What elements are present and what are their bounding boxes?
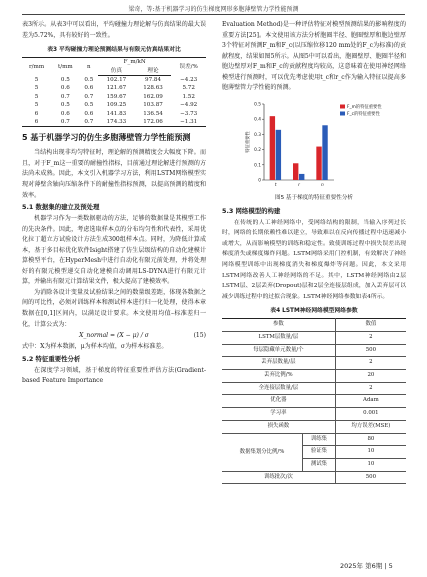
table3-cell: 162.09 <box>143 93 163 100</box>
x-tick-label: n <box>320 182 324 188</box>
table4-row <box>222 344 406 357</box>
table3-cell: 174.33 <box>98 118 135 127</box>
table3-cell: 5 <box>34 102 39 109</box>
equation-body: X_normal = (X − μ) / σ <box>79 332 149 340</box>
table3-head-fm: F_m/kN <box>98 58 171 67</box>
table3-cell: 5 <box>34 85 39 92</box>
table3-cell: 97.84 <box>145 76 162 83</box>
table3-cell: −1.31 <box>171 118 206 127</box>
table3-cell: 128.63 <box>143 85 163 92</box>
figure5-caption: 图5 基于梯度的特征重要性分析 <box>274 194 354 201</box>
table4-group-label: 数据集划分比例/% <box>222 433 303 471</box>
table4-value-cell: 80 <box>335 433 406 446</box>
figure5-chart <box>222 94 406 192</box>
legend-label: F_c的特征重要性 <box>347 111 380 117</box>
paragraph-53: 在传统的人工神经网络中，受网络结构的限制，当输入序列过长时，网络的长期依赖性难以建立，导致难以在反向传播过程中迅速减小或增大，从而影响模型的训练和稳定性。致使训练过程中损失误差出现梯度消失或梯度爆炸问题。LSTM网络采用门控机制，有效解决了神经网络模型训练中出现梯度消失和梯度爆炸等问题。因此，本文采用LSTM网络改善人工神经网络的不足。其中，LSTM神经网络由2层LSTM层、2层丢弃(Dropout)层和2层全连接层组成，加入丢弃层可以减少训练过程中的过拟合现象。LSTM神经网络参数如表4所示。 <box>222 219 406 300</box>
right-column <box>222 20 406 484</box>
legend-swatch <box>340 111 345 115</box>
running-header: 梁奇，等:基于机器学习的仿生梯度网形多胞薄壁管力学性能预测 <box>128 6 299 13</box>
y-axis-label: 特征重要性 <box>246 131 251 153</box>
table3-cell: 121.67 <box>106 85 127 92</box>
table3-cell: 103.87 <box>143 102 163 109</box>
bar-F_m的特征重要性 <box>270 116 275 180</box>
table3-head-r: r/mm <box>22 58 51 76</box>
paragraph-51b: 为消除各设计变量及试验结果之间的数量级差距，体现各数据之间的可比性，必须对训练样本和测试样本进行归一化处理，使得本章数据在[0,1]区间内，以满足设计要求。本文使用均值–标准差归一化，计算公式为： <box>22 288 206 328</box>
table4-param-cell: 每层隐藏单元数量/个 <box>222 344 335 357</box>
table4-param-cell: 丢弃层数量/层 <box>222 357 335 370</box>
table3-cell: 0.6 <box>60 85 70 92</box>
table4-row <box>222 357 406 370</box>
table4-row <box>222 370 406 383</box>
table3-cell: 0.6 <box>60 110 70 117</box>
table3-cell: −4.92 <box>180 102 198 109</box>
table3-cell: 136.54 <box>143 110 163 117</box>
table3-row <box>22 93 206 101</box>
table3-cell: 102.17 <box>106 76 127 83</box>
table3-body <box>22 75 206 126</box>
subsection52-title: 5.2 特征重要性分析 <box>22 354 81 363</box>
table4-param-cell: 训练集 <box>303 433 336 446</box>
equation-15 <box>22 330 206 342</box>
table4-param-cell: 丢弃比例/% <box>222 370 335 383</box>
table3-cell: 0.7 <box>51 118 79 127</box>
table4-param-cell: 优化器 <box>222 395 335 408</box>
table3-cell: 0.7 <box>60 93 70 100</box>
table4-row <box>222 420 406 433</box>
table4-value-cell: 500 <box>335 344 406 357</box>
table3-row <box>22 110 206 118</box>
table3-cell: 159.67 <box>106 93 127 100</box>
table3-cell: 172.06 <box>135 118 172 127</box>
table3-cell: 0.6 <box>84 110 94 117</box>
table3-cell: 0.7 <box>80 118 99 127</box>
table3-head-n: n <box>80 58 99 76</box>
table3-row <box>22 84 206 92</box>
table3-cell: 0.7 <box>84 93 94 100</box>
header-rule <box>22 14 405 15</box>
table3-row <box>22 118 206 127</box>
table4-param-cell: LSTM层数量/层 <box>222 331 335 344</box>
table4-row <box>222 471 406 484</box>
table3-cell: 0.5 <box>84 102 94 109</box>
table4-head-value: 数值 <box>335 319 406 332</box>
table3-cell: 109.25 <box>106 102 127 109</box>
table4-param-cell: 测试集 <box>303 458 336 471</box>
table3-cell: 6 <box>22 118 51 127</box>
paragraph-51c: 式中：X为样本数据，μ为样本均值，σ为样本标准差。 <box>22 343 168 351</box>
table3-cell: 5.72 <box>182 85 195 92</box>
paragraph-51a: 机器学习作为一类数据驱动的方法，足够的数据量是其模型工作的先决条件。因此，考虑选取样本点的分布均匀性和代表性，采用优化拉丁超立方试验设计方法生成300组样本点。同时，为降低计算成本，基于多目标优化软件Isight搭建了仿生层级结构的自动化建模计算模型平台，在HyperMesh中进行自动化有限元前处理，并将处理好的有限元模型递交自动化建模自动调用LS-DYNA进行有限元计算，并输出有限元计算结果文件，极大提高了建模效率。 <box>22 215 206 286</box>
table3-head-t: t/mm <box>51 58 79 76</box>
table3-caption: 表3 平均碰撞力理论预测结果与有限元仿真结果对比 <box>47 47 181 54</box>
table4-value-cell: 10 <box>335 446 406 459</box>
legend-swatch <box>340 104 345 108</box>
table3-cell: 0.5 <box>60 76 70 83</box>
table3-cell: 0.5 <box>60 102 70 109</box>
table4-value-cell: 10 <box>335 458 406 471</box>
equation-number: (15) <box>193 332 206 340</box>
table4-caption: 表4 LSTM神经网络模型网络参数 <box>270 308 358 315</box>
page-footer: 2025年 第6期 | 5 <box>340 562 393 570</box>
left-column <box>22 20 206 387</box>
table4-value-cell: 20 <box>335 370 406 383</box>
table4-value-cell: 500 <box>335 471 406 484</box>
y-tick-label: 0.3 <box>254 132 261 138</box>
table4-param-cell: 学习率 <box>222 408 335 421</box>
bar-F_c的特征重要性 <box>299 174 304 180</box>
table4-value-cell: 2 <box>335 382 406 395</box>
y-tick-label: 0.5 <box>254 102 261 108</box>
table3-cell: 1.52 <box>182 93 195 100</box>
table3-cell: −4.23 <box>180 76 198 83</box>
table4-row <box>222 382 406 395</box>
table4-row <box>222 433 406 446</box>
subsection51-title: 5.1 数据集的建立及预处理 <box>22 203 100 212</box>
bar-F_c的特征重要性 <box>276 130 281 180</box>
paragraph-sec5: 当结构出现非均匀特征时，理论解的预测精度会大幅度下降。而且，对于F_m这一重要的耐撞性指标，目前通过理论解进行预测的方法尚未成熟。因此，本文引入机器学习方法，利用LSTM网络模型实现对薄壁含轴向压缩条件下的耐撞性指标预测，以提高预测的精度和效率。 <box>22 149 206 199</box>
table4-param-cell: 全连接层数量/层 <box>222 382 335 395</box>
table4-row <box>222 331 406 344</box>
paragraph-52: 在深度学习领域，基于梯度的特征重要性评估方法(Gradient-based Feature Importance <box>22 366 206 385</box>
table4-param-cell: 损失函数 <box>222 420 335 433</box>
y-tick-label: 0.4 <box>254 117 261 123</box>
x-tick-label: t <box>274 182 277 188</box>
paragraph-right-top: Evaluation Method)是一种评估特征对模型预测结果的影响程度的重要方法[25]。本文使用该方法分析胞圈半径、胞圈壁厚和胞边壁厚3个特征对预测F_m和F_c(以压缩位移120 mm处的F_c为标准)的贡献程度，结果如图5所示。从图5中可以看出，胞圈壁厚、胞圈半径和胞边壁厚对F_m和F_c的贡献程度均较高，这意味着在使用神经网络模型进行预测时，可以优先考虑使用t_c和r_c作为输入特征以提高多胞薄壁管力学性能的预测。 <box>222 21 406 92</box>
table4-param-cell: 验证集 <box>303 446 336 459</box>
table3-cell: 5 <box>34 76 39 83</box>
table3-head-sim: 仿真 <box>98 67 135 76</box>
table4-value-cell: 0.001 <box>335 408 406 421</box>
table4-value-cell: 均方误差(MSE) <box>335 420 406 433</box>
y-tick-label: 0 <box>258 178 261 184</box>
table4 <box>222 318 406 484</box>
table4-value-cell: 2 <box>335 357 406 370</box>
table3-head-err: 误差/% <box>171 58 206 76</box>
paragraph-intro: 表3所示。从表3中可以看出，平均碰撞力理论解与仿真结果的最大误差为5.72%，具有较好的一致性。 <box>22 21 206 39</box>
table3-cell: 0.5 <box>84 76 94 83</box>
table3-cell: 6 <box>34 110 39 117</box>
table4-value-cell: Adam <box>335 395 406 408</box>
x-tick-label: r <box>298 182 300 188</box>
table3-row <box>22 75 206 84</box>
bar-F_c的特征重要性 <box>322 125 327 180</box>
table3-cell: 0.6 <box>84 85 94 92</box>
legend-label: F_m的特征重要性 <box>347 104 382 110</box>
table4-value-cell: 2 <box>335 331 406 344</box>
table4-head-param: 参数 <box>222 319 335 332</box>
table4-row <box>222 395 406 408</box>
table3 <box>22 57 206 127</box>
figure5-svg <box>222 94 406 192</box>
bar-F_m的特征重要性 <box>293 163 298 180</box>
bar-F_m的特征重要性 <box>316 146 321 179</box>
table3-cell: 141.83 <box>106 110 127 117</box>
y-tick-label: 0.2 <box>254 147 261 153</box>
y-tick-label: 0.1 <box>254 163 261 169</box>
table4-body <box>222 331 406 483</box>
section5-title: 5 基于机器学习的仿生多胞薄壁管力学性能预测 <box>22 133 191 143</box>
table3-head-theory: 理论 <box>135 67 172 76</box>
table4-row <box>222 408 406 421</box>
table3-row <box>22 101 206 109</box>
table4-param-cell: 训练批次/次 <box>222 471 335 484</box>
subsection53-title: 5.3 网络模型的构建 <box>222 206 281 215</box>
table3-cell: 5 <box>34 93 39 100</box>
table3-cell: −3.73 <box>180 110 198 117</box>
